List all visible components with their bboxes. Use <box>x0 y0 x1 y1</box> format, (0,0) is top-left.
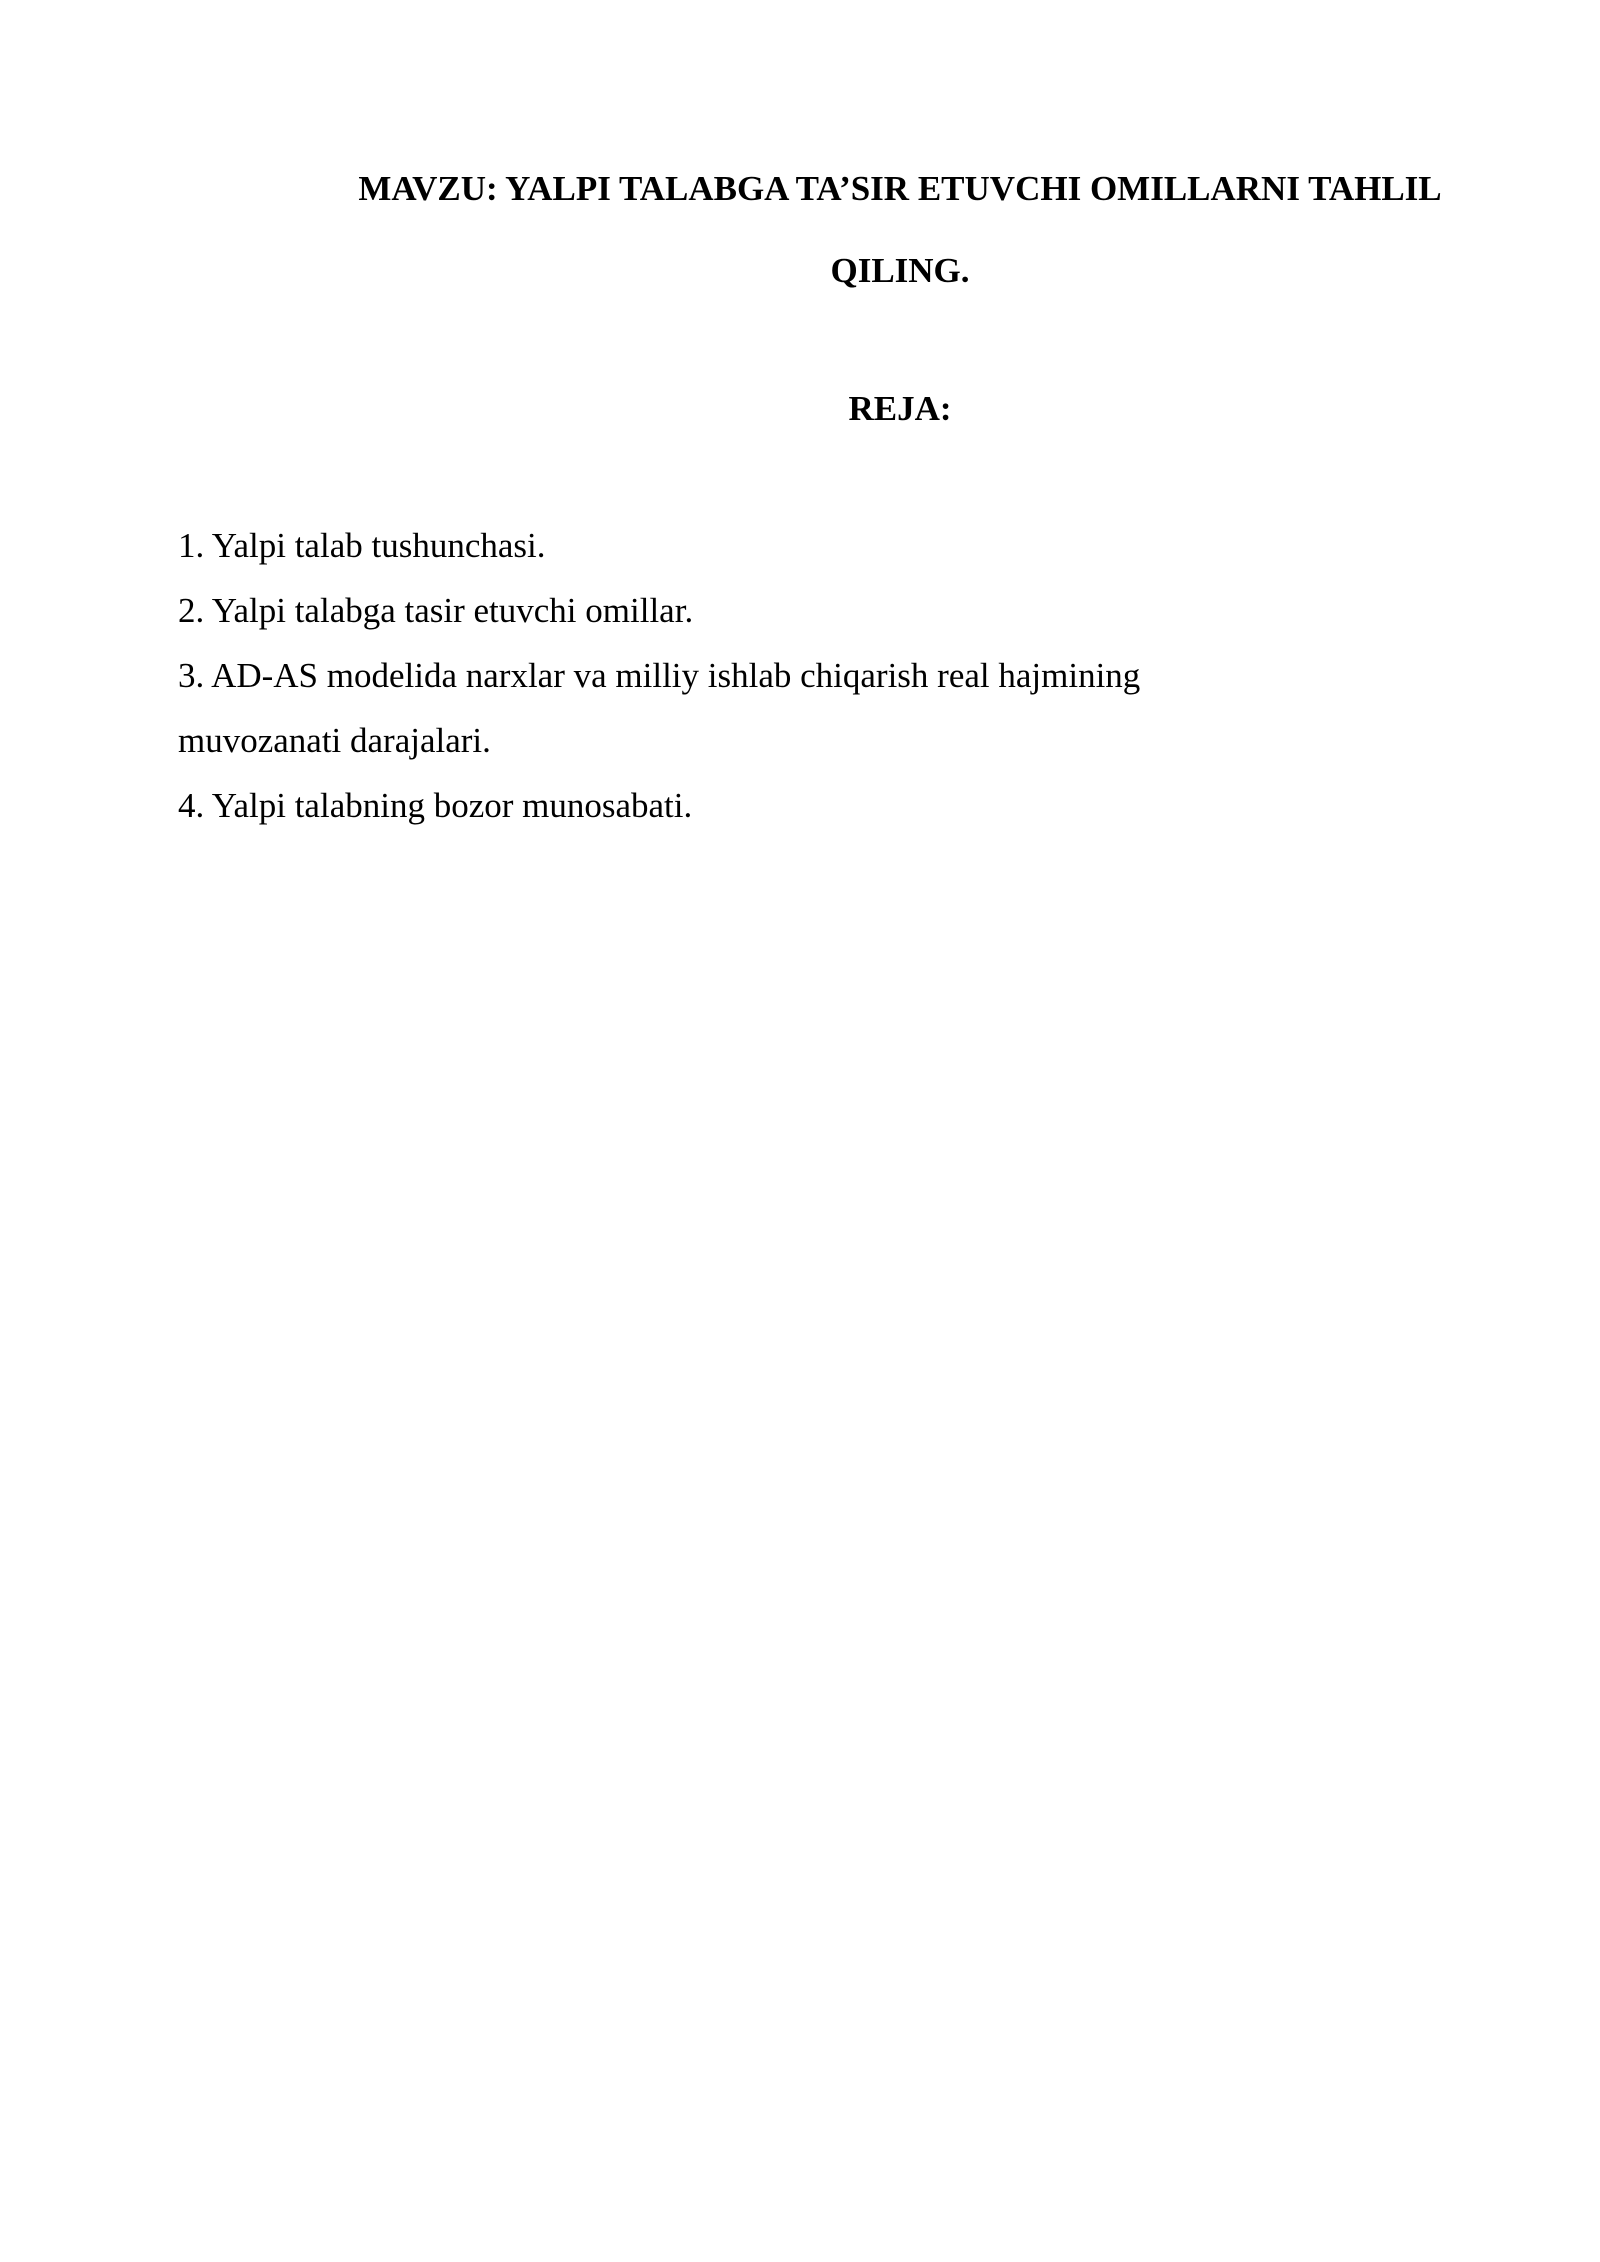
plan-item-2: 2. Yalpi talabga tasir etuvchi omillar. <box>178 591 694 630</box>
plan-heading: REJA: <box>848 389 952 428</box>
plan-item-3-continuation: muvozanati darajalari. <box>178 721 491 760</box>
plan-item-1: 1. Yalpi talab tushunchasi. <box>178 526 546 565</box>
plan-item-3: 3. AD-AS modelida narxlar va milliy ishlab chiqarish real hajmining <box>178 656 1141 695</box>
plan-list <box>178 513 1298 838</box>
title-line-1: MAVZU: YALPI TALABGA TA’SIR ETUVCHI OMILLARNI TAHLIL <box>358 169 1442 208</box>
title-line-2: QILING. <box>830 251 970 290</box>
plan-item-4: 4. Yalpi talabning bozor munosabati. <box>178 786 693 825</box>
document-title <box>250 148 1550 312</box>
